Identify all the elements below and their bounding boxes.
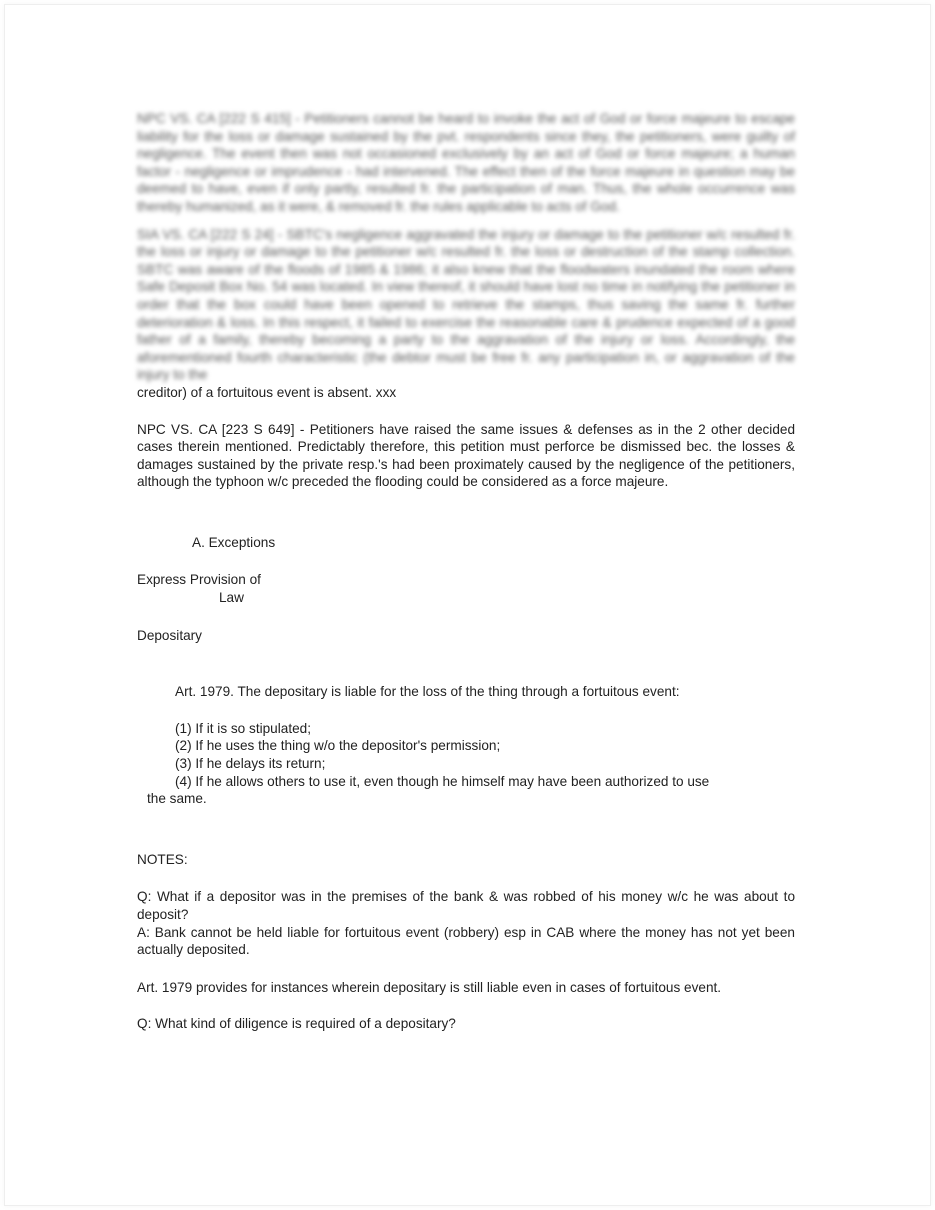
- list-item-wrap: the same.: [147, 791, 207, 807]
- question-1: Q: What if a depositor was in the premises of the bank & was robbed of his money w/c he was about to deposit?: [137, 889, 795, 922]
- label-express-provision: Express Provision of: [137, 572, 261, 588]
- answer-1: A: Bank cannot be held liable for fortuitous event (robbery) esp in CAB where the money has not yet been actually deposited.: [137, 924, 795, 958]
- list-item: (4) If he allows others to use it, even though he himself may have been authorized to use: [175, 773, 710, 789]
- list-item: (1) If it is so stipulated;: [175, 720, 311, 736]
- label-depositary: Depositary: [137, 627, 202, 643]
- list-item: (3) If he delays its return;: [175, 756, 326, 772]
- paragraph-sia-tail: creditor) of a fortuitous event is absent. xxx: [137, 384, 397, 400]
- question-2: Q: What kind of diligence is required of a depositary?: [137, 1016, 456, 1032]
- notes-heading: NOTES:: [137, 851, 188, 867]
- paragraph-npc-223: NPC VS. CA [223 S 649] - Petitioners have raised the same issues & defenses as in the 2 other decided cases therein mentioned. Predictably therefore, this petition must perforce be dismissed bec. the losses & damages sustained by the private resp.'s had been proximately caused by the negligence of the petitioners, although the typhoon w/c preceded the flooding could be considered as a force majeure.: [137, 421, 795, 490]
- label-law: Law: [219, 590, 244, 606]
- article-1979-list: [137, 720, 795, 808]
- article-1979: Art. 1979. The depositary is liable for the loss of the thing through a fortuitous event:: [175, 684, 680, 700]
- qa-block: [137, 888, 795, 958]
- blurred-paragraph-sia: SIA VS. CA [222 S 24] - SBTC's negligence aggravated the injury or damage to the petitioner w/c resulted fr. the loss or injury or damage to the petitioner w/c resulted fr. the loss or destruction of the stamp collection. SBTC was aware of the floods of 1985 & 1986; it also knew that the floodwaters inundated the room where Safe Deposit Box No. 54 was located. In view thereof, it should have lost no time in notifying the petitioner in order that the box could have been opened to retrieve the stamps, thus saving the same fr. further deterioration & loss. In this respect, it failed to exercise the reasonable care & prudence expected of a good father of a family, thereby becoming a party to the aggravation of the injury or loss. Accordingly, the aforementioned fourth characteristic (the debtor must be free fr. any participation in, or aggravation of the injury to the: [137, 226, 795, 383]
- list-item: (2) If he uses the thing w/o the depositor's permission;: [175, 738, 501, 754]
- document-body: [137, 110, 795, 1033]
- blurred-paragraph-npc-222: NPC VS. CA [222 S 415] - Petitioners cannot be heard to invoke the act of God or force majeure to escape liability for the loss or damage sustained by the pvt. respondents since they, the petitioners, were guilty of negligence. The event then was not occasioned exclusively by an act of God or force majeure; a human factor - negligence or imprudence - had intervened. The effect then of the force majeure in question may be deemed to have, even if only partly, resulted fr. the participation of man. Thus, the whole occurrence was thereby humanized, as it were, & removed fr. the rules applicable to acts of God.: [137, 111, 795, 214]
- heading-exceptions: A. Exceptions: [192, 534, 276, 550]
- article-1979-note: Art. 1979 provides for instances wherein depositary is still liable even in cases of fortuitous event.: [137, 979, 722, 995]
